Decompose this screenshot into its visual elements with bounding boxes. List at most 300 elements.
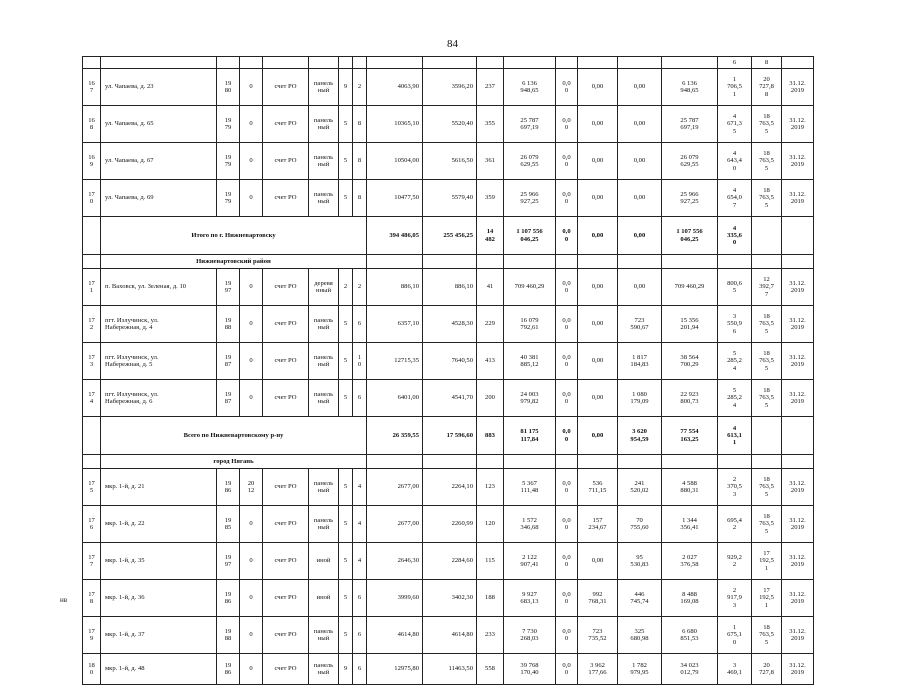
total-cell-c13: 0,00 — [578, 217, 618, 255]
cell-wall: иной — [309, 580, 339, 617]
cell-wall: панель ный — [309, 469, 339, 506]
cell-date: 31.12. 2019 — [782, 69, 814, 106]
cell-wall: панель ный — [309, 617, 339, 654]
cell-c13: 0,00 — [578, 143, 618, 180]
cell-res: 41 — [477, 269, 504, 306]
cell-c13: 0,00 — [578, 380, 618, 417]
cell-cost: 9 927 683,13 — [504, 580, 556, 617]
total-cell-b1 — [752, 217, 782, 255]
total-cell-blank — [83, 217, 101, 255]
group-cell-blank — [83, 455, 101, 469]
cell-c15: 38 564 700,29 — [662, 343, 718, 380]
cell-c12: 3 962 177,66 — [578, 654, 618, 685]
cell-c11: 0,0 0 — [556, 506, 578, 543]
cell-c17: 18 763,5 5 — [752, 617, 782, 654]
cell-year: 19 97 — [217, 543, 240, 580]
cell-ent: 6 — [353, 306, 367, 343]
total-cell-c13: 0,00 — [578, 417, 618, 455]
group-cell-blank — [718, 255, 752, 269]
total-cell-c16: 4 335,6 0 — [718, 217, 752, 255]
cell-cost: 6 136 948,65 — [504, 69, 556, 106]
cell-year: 19 79 — [217, 180, 240, 217]
cell-cost: 25 787 697,19 — [504, 106, 556, 143]
cell-year: 19 79 — [217, 106, 240, 143]
total-cell-c14: 0,00 — [618, 217, 662, 255]
cell-wall: панель ный — [309, 343, 339, 380]
cell-c17: 18 763,5 5 — [752, 380, 782, 417]
cell-fl: 5 — [339, 343, 353, 380]
cell-date: 31.12. 2019 — [782, 506, 814, 543]
cell-ent: 2 — [353, 269, 367, 306]
cell-year: 19 79 — [217, 143, 240, 180]
cell-area1: 2646,30 — [367, 543, 423, 580]
cell-c12: 0,00 — [578, 543, 618, 580]
cell-fund: счет РО — [263, 543, 309, 580]
cell-area1: 4063,90 — [367, 69, 423, 106]
cell-fund: счет РО — [263, 69, 309, 106]
cell-date: 31.12. 2019 — [782, 143, 814, 180]
total-cell-c16: 4 613,1 1 — [718, 417, 752, 455]
total-cell-res: 883 — [477, 417, 504, 455]
group-cell-blank — [662, 255, 718, 269]
cell-c17: 18 763,5 5 — [752, 469, 782, 506]
cell-area2: 2264,10 — [423, 469, 477, 506]
cell-area1: 6401,00 — [367, 380, 423, 417]
cell-date: 31.12. 2019 — [782, 306, 814, 343]
cell-wall: панель ный — [309, 380, 339, 417]
cell-c11: 0,0 0 — [556, 617, 578, 654]
group-cell-blank — [423, 455, 477, 469]
cell-ent: 1 0 — [353, 343, 367, 380]
cell-addr: п. Ваховск, ул. Зеленая, д. 10 — [101, 269, 217, 306]
page-number: 84 — [447, 38, 458, 50]
cell-ent: 2 — [353, 69, 367, 106]
cell-c15: 6 136 948,65 — [662, 69, 718, 106]
header-cell — [83, 57, 101, 69]
cell-fl: 5 — [339, 380, 353, 417]
total-cell-b1 — [752, 417, 782, 455]
cell-date: 31.12. 2019 — [782, 106, 814, 143]
cell-c14: 1 817 184,83 — [618, 343, 662, 380]
cell-fund: счет РО — [263, 506, 309, 543]
cell-c11: 0,0 0 — [556, 343, 578, 380]
header-cell — [423, 57, 477, 69]
cell-c16: 3 469,1 — [718, 654, 752, 685]
cell-c16: 695,4 2 — [718, 506, 752, 543]
cell-c14: 34 023 012,79 — [662, 654, 718, 685]
header-cell — [504, 57, 556, 69]
group-cell-blank — [718, 455, 752, 469]
group-cell-blank — [782, 255, 814, 269]
cell-year: 19 88 — [217, 617, 240, 654]
cell-year: 19 86 — [217, 469, 240, 506]
cell-fund: счет РО — [263, 380, 309, 417]
cell-c3: 0 — [240, 380, 263, 417]
total-row — [83, 417, 814, 455]
cell-n: 16 9 — [83, 143, 101, 180]
group-cell-blank — [556, 255, 578, 269]
cell-c17: 12 392,7 7 — [752, 269, 782, 306]
cell-addr: ул. Чапаева, д. 65 — [101, 106, 217, 143]
cell-c16: 4 643,4 0 — [718, 143, 752, 180]
cell-wall: иной — [309, 543, 339, 580]
total-cell-c11: 0,0 0 — [556, 217, 578, 255]
cell-year: 19 85 — [217, 506, 240, 543]
header-cell — [263, 57, 309, 69]
cell-c13: 0,00 — [578, 69, 618, 106]
cell-res: 115 — [477, 543, 504, 580]
cell-n: 16 7 — [83, 69, 101, 106]
cell-res: 123 — [477, 469, 504, 506]
cell-area2: 4541,70 — [423, 380, 477, 417]
cell-cost: 26 079 629,55 — [504, 143, 556, 180]
table-row — [83, 69, 814, 106]
group-cell-blank — [504, 455, 556, 469]
cell-date: 31.12. 2019 — [782, 269, 814, 306]
cell-date: 31.12. 2019 — [782, 380, 814, 417]
cell-c13: 95 530,83 — [618, 543, 662, 580]
cell-year: 19 97 — [217, 269, 240, 306]
cell-fund: счет РО — [263, 269, 309, 306]
group-cell-blank — [477, 255, 504, 269]
cell-ent: 4 — [353, 469, 367, 506]
cell-cost: 40 381 885,12 — [504, 343, 556, 380]
cell-c15: 25 787 697,19 — [662, 106, 718, 143]
cell-addr: ул. Чапаева, д. 23 — [101, 69, 217, 106]
table-row — [83, 306, 814, 343]
cell-fund: счет РО — [263, 617, 309, 654]
cell-c13: 325 680,98 — [618, 617, 662, 654]
total-cell-c14: 3 620 954,59 — [618, 417, 662, 455]
cell-c3: 0 — [240, 654, 263, 685]
cell-c3: 0 — [240, 69, 263, 106]
cell-area1: 6357,10 — [367, 306, 423, 343]
cell-ent: 6 — [353, 580, 367, 617]
cell-c14: 0,00 — [618, 143, 662, 180]
cell-c14: 8 488 169,08 — [662, 580, 718, 617]
cell-c16: 5 285,2 4 — [718, 380, 752, 417]
cell-fund: счет РО — [263, 306, 309, 343]
table-row — [83, 380, 814, 417]
cell-area1: 12715,35 — [367, 343, 423, 380]
table-row — [83, 654, 814, 685]
total-cell-b2 — [782, 417, 814, 455]
cell-year: 19 86 — [217, 654, 240, 685]
table-row — [83, 543, 814, 580]
cell-area1: 3999,60 — [367, 580, 423, 617]
cell-c13: 0,00 — [578, 269, 618, 306]
cell-c16: 800,6 5 — [718, 269, 752, 306]
cell-cost: 2 122 907,41 — [504, 543, 556, 580]
cell-c12: 157 234,67 — [578, 506, 618, 543]
cell-c15: 26 079 629,55 — [662, 143, 718, 180]
cell-fl: 5 — [339, 143, 353, 180]
footer-note: нв — [60, 596, 68, 604]
cell-ent: 6 — [353, 617, 367, 654]
cell-cost: 1 572 346,68 — [504, 506, 556, 543]
cell-n: 17 1 — [83, 269, 101, 306]
cell-n: 16 8 — [83, 106, 101, 143]
group-cell-blank — [752, 255, 782, 269]
header-cell — [662, 57, 718, 69]
cell-c17: 17 192,5 1 — [752, 580, 782, 617]
header-cell — [217, 57, 240, 69]
cell-area2: 5520,40 — [423, 106, 477, 143]
group-cell-blank — [504, 255, 556, 269]
cell-c14: 0,00 — [618, 269, 662, 306]
header-cell — [353, 57, 367, 69]
total-cell-label: Итого по г. Нижневартовску — [101, 217, 367, 255]
table-row — [83, 106, 814, 143]
cell-c17: 18 763,5 5 — [752, 506, 782, 543]
cell-res: 233 — [477, 617, 504, 654]
cell-fund: счет РО — [263, 180, 309, 217]
cell-c13: 1 782 979,95 — [618, 654, 662, 685]
header-cell — [101, 57, 217, 69]
cell-fl: 5 — [339, 580, 353, 617]
cell-c3: 0 — [240, 180, 263, 217]
cell-area2: 3402,30 — [423, 580, 477, 617]
cell-c11: 0,0 0 — [556, 654, 578, 685]
total-cell-label: Всего по Нижневартовскому р-ну — [101, 417, 367, 455]
cell-n: 17 8 — [83, 580, 101, 617]
cell-res: 237 — [477, 69, 504, 106]
cell-area1: 10365,10 — [367, 106, 423, 143]
cell-year: 19 87 — [217, 380, 240, 417]
cell-cost: 24 003 979,82 — [504, 380, 556, 417]
cell-n: 17 5 — [83, 469, 101, 506]
cell-res: 361 — [477, 143, 504, 180]
cell-c15: 709 460,29 — [662, 269, 718, 306]
cell-wall: панель ный — [309, 180, 339, 217]
cell-fl: 5 — [339, 306, 353, 343]
cell-wall: панель ный — [309, 69, 339, 106]
cell-c16: 929,2 2 — [718, 543, 752, 580]
table-row — [83, 343, 814, 380]
cell-c14: 4 588 880,31 — [662, 469, 718, 506]
group-title: город Нягань — [101, 455, 367, 469]
table-row — [83, 617, 814, 654]
group-header-row — [83, 255, 814, 269]
group-cell-blank — [578, 255, 618, 269]
header-cell — [367, 57, 423, 69]
cell-year: 19 80 — [217, 69, 240, 106]
cell-c11: 0,0 0 — [556, 306, 578, 343]
cell-year: 19 87 — [217, 343, 240, 380]
total-row — [83, 217, 814, 255]
cell-c13: 0,00 — [578, 180, 618, 217]
cell-n: 17 3 — [83, 343, 101, 380]
cell-fl: 9 — [339, 69, 353, 106]
cell-wall: панель ный — [309, 654, 339, 685]
cell-ent: 8 — [353, 143, 367, 180]
cell-fund: счет РО — [263, 469, 309, 506]
group-cell-blank — [618, 455, 662, 469]
cell-addr: пгт. Излучинск, ул. Набережная, д. 6 — [101, 380, 217, 417]
cell-res: 229 — [477, 306, 504, 343]
cell-ent: 6 — [353, 654, 367, 685]
cell-cost: 709 460,29 — [504, 269, 556, 306]
cell-c13: 70 755,60 — [618, 506, 662, 543]
cell-c11: 0,0 0 — [556, 380, 578, 417]
cell-wall: панель ный — [309, 506, 339, 543]
cell-cost: 7 730 268,03 — [504, 617, 556, 654]
cell-c11: 0,0 0 — [556, 180, 578, 217]
cell-addr: пгт. Излучинск, ул. Набережная, д. 5 — [101, 343, 217, 380]
total-cell-res: 14 482 — [477, 217, 504, 255]
total-cell-c15: 77 554 163,25 — [662, 417, 718, 455]
cell-c14: 0,00 — [618, 106, 662, 143]
cell-addr: мкр. 1-й, д. 48 — [101, 654, 217, 685]
cell-c16: 5 285,2 4 — [718, 343, 752, 380]
total-cell-area1: 26 359,55 — [367, 417, 423, 455]
cell-n: 17 9 — [83, 617, 101, 654]
cell-date: 31.12. 2019 — [782, 543, 814, 580]
cell-c13: 241 520,02 — [618, 469, 662, 506]
cell-fl: 5 — [339, 617, 353, 654]
header-row — [83, 57, 814, 69]
cell-c12: 536 711,15 — [578, 469, 618, 506]
group-cell-blank — [556, 455, 578, 469]
group-header-row — [83, 455, 814, 469]
cell-res: 413 — [477, 343, 504, 380]
cell-ent: 4 — [353, 543, 367, 580]
total-cell-cost: 1 107 556 046,25 — [504, 217, 556, 255]
cell-fl: 5 — [339, 506, 353, 543]
cell-addr: мкр. 1-й, д. 37 — [101, 617, 217, 654]
cell-c16: 4 654,0 7 — [718, 180, 752, 217]
cell-date: 31.12. 2019 — [782, 343, 814, 380]
cell-res: 558 — [477, 654, 504, 685]
cell-c11: 0,0 0 — [556, 269, 578, 306]
cell-c13: 0,00 — [578, 306, 618, 343]
cell-date: 31.12. 2019 — [782, 617, 814, 654]
total-cell-cost: 81 175 117,84 — [504, 417, 556, 455]
cell-area2: 2284,60 — [423, 543, 477, 580]
cell-ent: 4 — [353, 506, 367, 543]
cell-c3: 0 — [240, 343, 263, 380]
cell-addr: мкр. 1-й, д. 22 — [101, 506, 217, 543]
cell-fund: счет РО — [263, 343, 309, 380]
cell-ent: 8 — [353, 106, 367, 143]
total-cell-b2 — [782, 217, 814, 255]
cell-res: 355 — [477, 106, 504, 143]
cell-addr: ул. Чапаева, д. 67 — [101, 143, 217, 180]
cell-area2: 4614,80 — [423, 617, 477, 654]
header-cell — [618, 57, 662, 69]
group-cell-blank — [662, 455, 718, 469]
header-cell — [556, 57, 578, 69]
cell-res: 359 — [477, 180, 504, 217]
cell-area2: 4528,30 — [423, 306, 477, 343]
cell-fl: 5 — [339, 106, 353, 143]
cell-c17: 18 763,5 5 — [752, 180, 782, 217]
cell-c3: 20 12 — [240, 469, 263, 506]
cell-c14: 6 680 851,53 — [662, 617, 718, 654]
cell-n: 18 0 — [83, 654, 101, 685]
table-row — [83, 143, 814, 180]
cell-fl: 5 — [339, 469, 353, 506]
cell-fl: 9 — [339, 654, 353, 685]
cell-area2: 5579,40 — [423, 180, 477, 217]
cell-area2: 2260,99 — [423, 506, 477, 543]
group-cell-blank — [367, 255, 423, 269]
cell-c17: 18 763,5 5 — [752, 343, 782, 380]
header-cell — [339, 57, 353, 69]
group-cell-blank — [83, 255, 101, 269]
cell-c12: 723 735,52 — [578, 617, 618, 654]
cell-fund: счет РО — [263, 143, 309, 180]
group-cell-blank — [367, 455, 423, 469]
total-cell-blank — [83, 417, 101, 455]
cell-area2: 5616,50 — [423, 143, 477, 180]
cell-area2: 7640,50 — [423, 343, 477, 380]
housing-repair-table — [82, 56, 814, 685]
cell-c13: 446 745,74 — [618, 580, 662, 617]
header-cell — [309, 57, 339, 69]
table-row — [83, 506, 814, 543]
cell-date: 31.12. 2019 — [782, 580, 814, 617]
cell-c17: 18 763,5 5 — [752, 143, 782, 180]
cell-c13: 0,00 — [578, 343, 618, 380]
cell-c11: 0,0 0 — [556, 143, 578, 180]
total-cell-area2: 255 456,25 — [423, 217, 477, 255]
cell-c13: 0,00 — [578, 106, 618, 143]
cell-c14: 723 590,67 — [618, 306, 662, 343]
total-cell-area2: 17 596,60 — [423, 417, 477, 455]
cell-addr: мкр. 1-й, д. 35 — [101, 543, 217, 580]
cell-c3: 0 — [240, 106, 263, 143]
cell-c3: 0 — [240, 617, 263, 654]
cell-area1: 4614,80 — [367, 617, 423, 654]
cell-fund: счет РО — [263, 580, 309, 617]
cell-c17: 18 763,5 5 — [752, 106, 782, 143]
cell-wall: панель ный — [309, 306, 339, 343]
cell-c3: 0 — [240, 506, 263, 543]
cell-year: 19 86 — [217, 580, 240, 617]
cell-addr: мкр. 1-й, д. 21 — [101, 469, 217, 506]
cell-c15: 15 356 201,94 — [662, 306, 718, 343]
cell-area2: 11463,50 — [423, 654, 477, 685]
cell-c11: 0,0 0 — [556, 106, 578, 143]
group-cell-blank — [477, 455, 504, 469]
cell-c14: 0,00 — [618, 69, 662, 106]
cell-c15: 25 966 927,25 — [662, 180, 718, 217]
cell-res: 200 — [477, 380, 504, 417]
group-cell-blank — [578, 455, 618, 469]
cell-year: 19 88 — [217, 306, 240, 343]
cell-c17: 17 192,5 1 — [752, 543, 782, 580]
total-cell-area1: 394 486,05 — [367, 217, 423, 255]
cell-wall: деревя нный — [309, 269, 339, 306]
group-cell-blank — [782, 455, 814, 469]
table-row — [83, 180, 814, 217]
cell-c3: 0 — [240, 543, 263, 580]
cell-cost: 5 367 111,48 — [504, 469, 556, 506]
group-cell-blank — [752, 455, 782, 469]
cell-ent: 6 — [353, 380, 367, 417]
cell-c11: 0,0 0 — [556, 469, 578, 506]
cell-c14: 0,00 — [618, 180, 662, 217]
group-cell-blank — [618, 255, 662, 269]
cell-fund: счет РО — [263, 106, 309, 143]
cell-fl: 5 — [339, 180, 353, 217]
cell-c3: 0 — [240, 580, 263, 617]
cell-fl: 5 — [339, 543, 353, 580]
table-row — [83, 269, 814, 306]
cell-c17: 18 763,5 5 — [752, 306, 782, 343]
cell-n: 17 6 — [83, 506, 101, 543]
